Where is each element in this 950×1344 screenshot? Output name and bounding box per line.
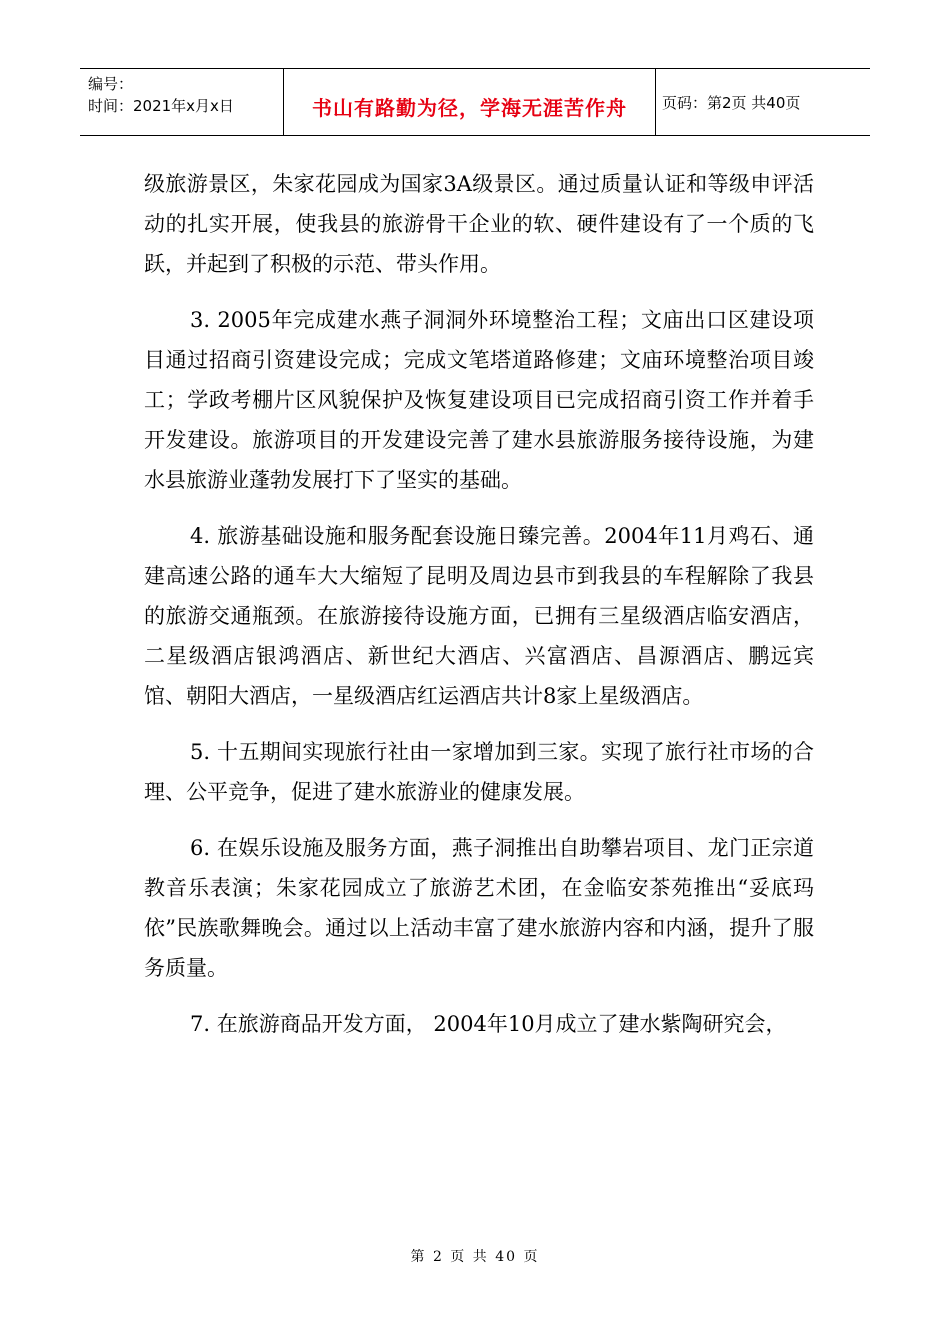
document-date-label: 时间：2021年x月x日 (88, 97, 234, 115)
paragraph-item-6: 6. 在娱乐设施及服务方面，燕子洞推出自助攀岩项目、龙门正宗道教音乐表演；朱家花园成立了旅游艺术团，在金临安茶苑推出“妥底玛依”民族歌舞晚会。通过以上活动丰富了建水旅游内容和内涵，提升了服务质量。 (144, 836, 814, 980)
paragraph-item-7: 7. 在旅游商品开发方面， 2004年10月成立了建水紫陶研究会， (190, 1012, 787, 1036)
header-page-label: 页码：第2页 共40页 (662, 93, 801, 112)
header-page-cell (656, 69, 870, 135)
paragraph-item-3: 3. 2005年完成建水燕子洞洞外环境整治工程；文庙出口区建设项目通过招商引资建设完成；完成文笔塔道路修建；文庙环境整治项目竣工；学政考棚片区风貌保护及恢复建设项目已完成招商引资工作并着手开发建设。旅游项目的开发建设完善了建水县旅游服务接待设施，为建水县旅游业蓬勃发展打下了坚实的基础。 (144, 308, 814, 492)
header-motto: 书山有路勤为径，学海无涯苦作舟 (312, 95, 627, 120)
header-motto-cell (283, 69, 656, 135)
paragraph-item-5: 5. 十五期间实现旅行社由一家增加到三家。实现了旅行社市场的合理、公平竞争，促进了建水旅游业的健康发展。 (144, 740, 814, 804)
header-meta (80, 69, 283, 135)
document-body (144, 164, 814, 1060)
document-number-label: 编号： (88, 75, 134, 93)
page-header (80, 68, 870, 136)
paragraph-item-4: 4. 旅游基础设施和服务配套设施日臻完善。2004年11月鸡石、通建高速公路的通车大大缩短了昆明及周边县市到我县的车程解除了我县的旅游交通瓶颈。在旅游接待设施方面，已拥有三星级酒店临安酒店，二星级酒店银鸿酒店、新世纪大酒店、兴富酒店、昌源酒店、鹏远宾馆、朝阳大酒店，一星级酒店红运酒店共计8家上星级酒店。 (144, 524, 814, 708)
paragraph-continued: 级旅游景区，朱家花园成为国家3A级景区。通过质量认证和等级申评活动的扎实开展，使我县的旅游骨干企业的软、硬件建设有了一个质的飞跃，并起到了积极的示范、带头作用。 (144, 172, 814, 276)
page-footer: 第 2 页 共 40 页 (410, 1249, 540, 1265)
